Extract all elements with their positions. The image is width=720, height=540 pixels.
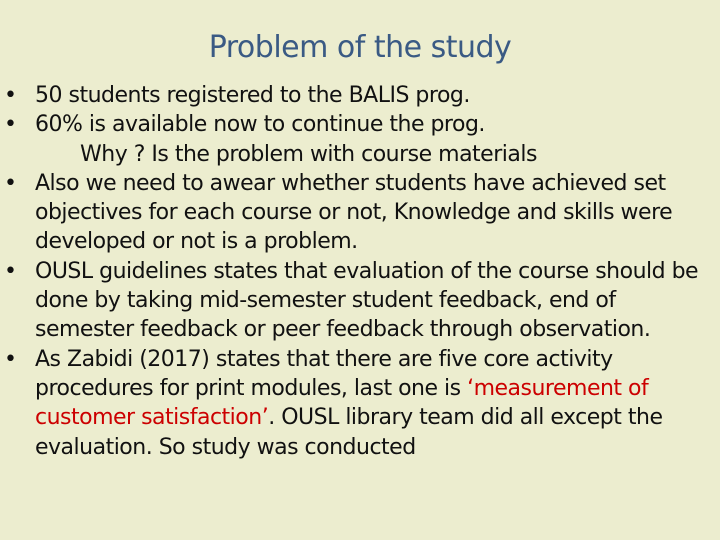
sub-question: Why ? Is the problem with course materials (80, 141, 537, 167)
bullet-item (0, 81, 720, 110)
slide-title: Problem of the study (208, 30, 512, 65)
bullet-text: OUSL guidelines states that evaluation of the course should be done by taking mid-semester student feedback, end of semester feedback or peer feedback through observation. (35, 258, 699, 343)
bullet-marker: • (4, 346, 17, 372)
bullet-marker: • (4, 112, 17, 138)
bullet-item (0, 257, 720, 345)
bullet-text: 50 students registered to the BALIS prog. (35, 83, 470, 108)
bullet-marker: • (4, 83, 17, 108)
highlighted-phrase: ‘measurement of customer satisfaction’ (35, 375, 649, 431)
bullet-text-before: As Zabidi (2017) states that there are five core activity procedures for print modules, last one is (35, 346, 613, 401)
bullet-marker: • (4, 258, 17, 284)
slide-body (0, 81, 720, 462)
bullet-marker: • (4, 170, 17, 196)
bullet-item (0, 169, 720, 257)
bullet-text-after: . OUSL library team did all except the evaluation. So study was conducted (35, 405, 663, 460)
bullet-item (0, 110, 720, 139)
bullet-item (0, 345, 720, 462)
bullet-text: 60% is available now to continue the prog. (35, 112, 485, 138)
bullet-text: Also we need to awear whether students have achieved set objectives for each course or not, Knowledge and skills were developed or not is a problem. (35, 170, 673, 255)
